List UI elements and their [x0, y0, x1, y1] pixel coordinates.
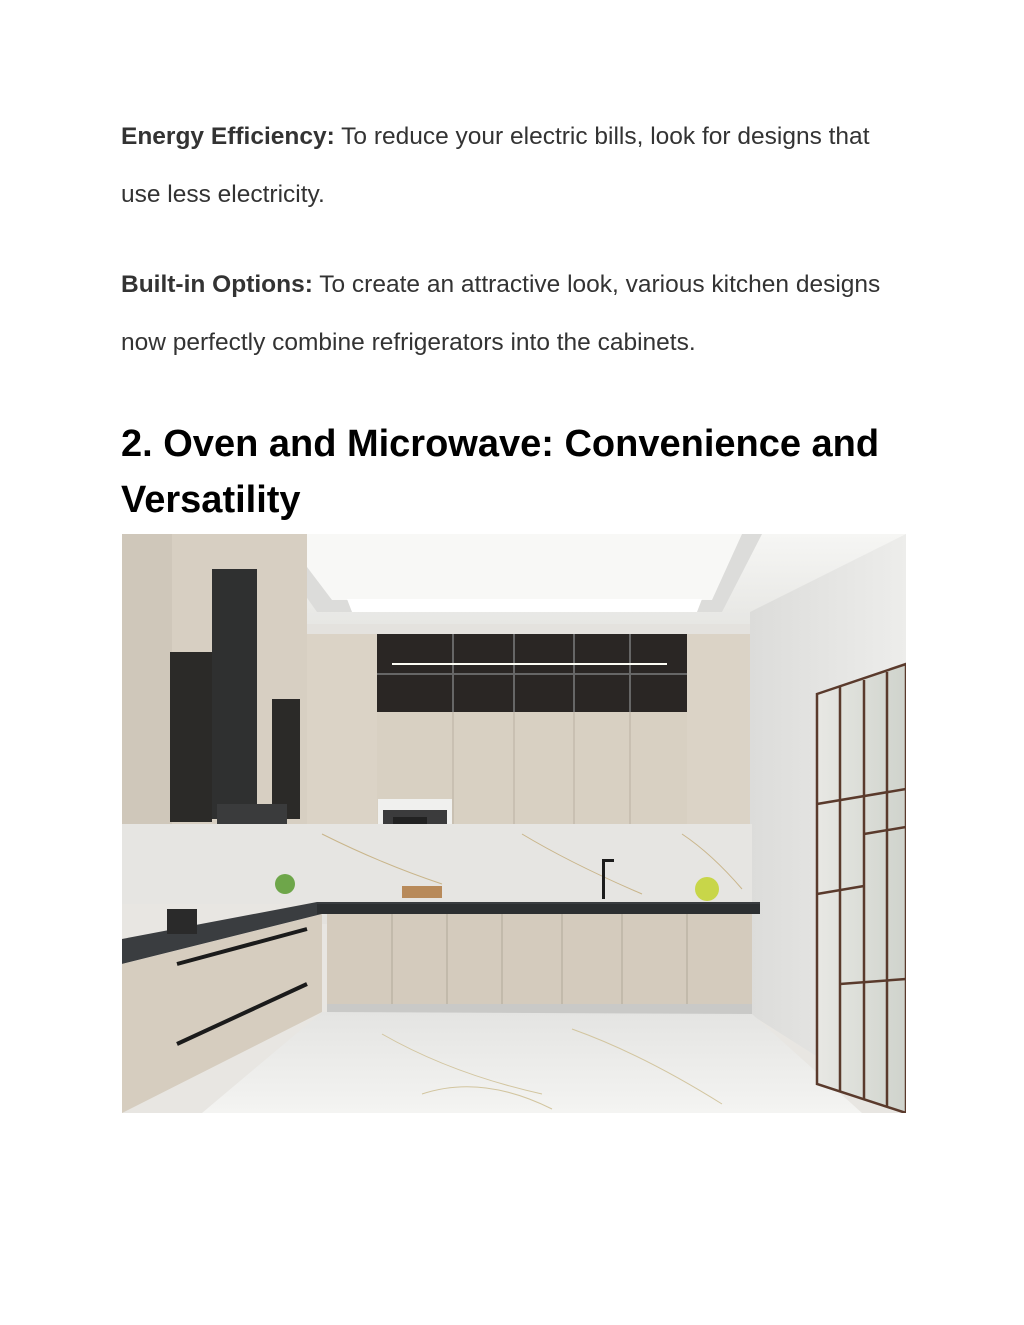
built-in-options-text: To create an attractive look, various kitchen designs now perfectly combine refrigerators into the cabinets. [121, 271, 881, 356]
kitchen-illustration [122, 534, 906, 1113]
kitchen-photo [122, 534, 906, 1113]
energy-efficiency-label: Energy Efficiency: [121, 123, 335, 150]
built-in-options-label: Built-in Options: [121, 271, 313, 298]
section-heading: 2. Oven and Microwave: Convenience and Versatility [121, 423, 880, 521]
built-in-options-paragraph [121, 256, 911, 372]
energy-efficiency-text: To reduce your electric bills, look for designs that use less electricity. [121, 123, 870, 208]
energy-efficiency-paragraph [121, 108, 911, 224]
